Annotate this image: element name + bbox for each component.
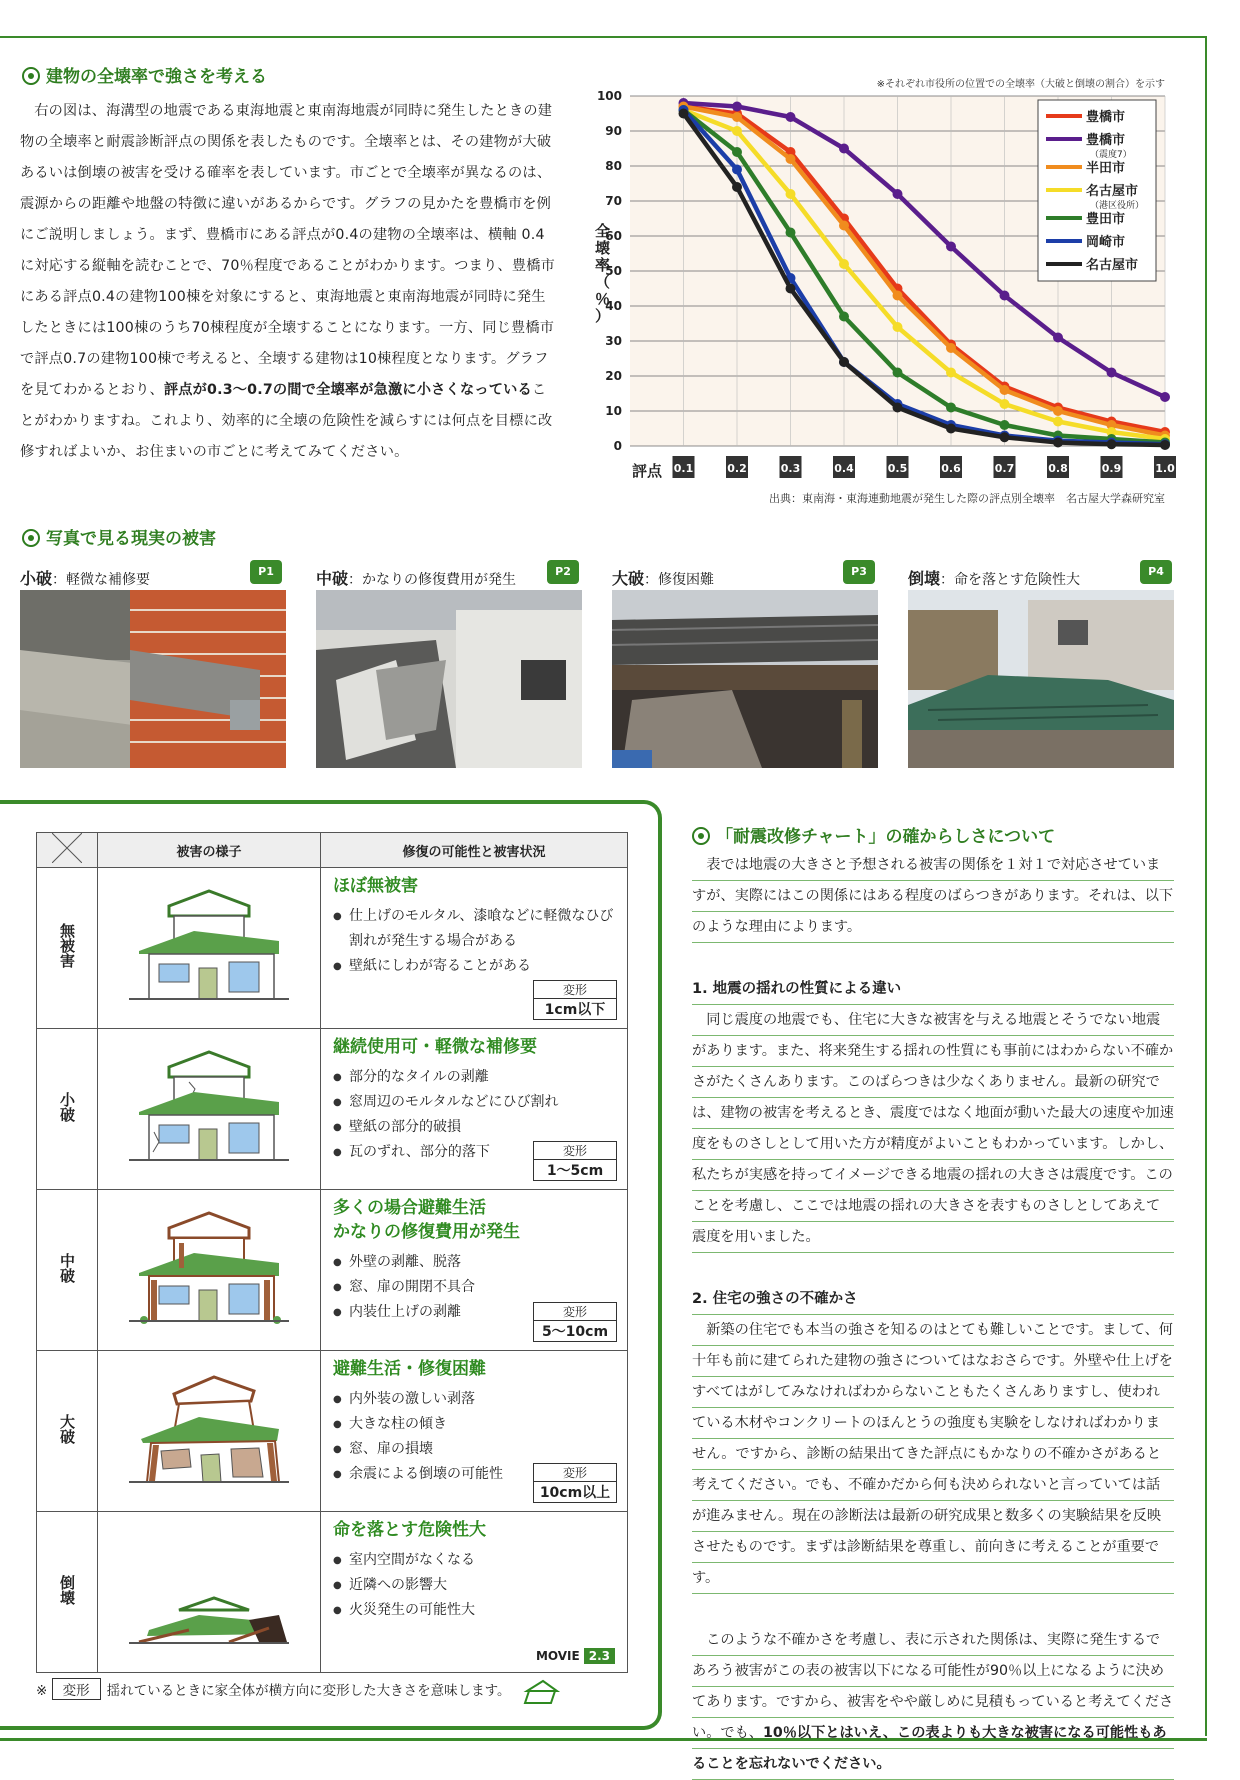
legend-label: 豊橋市 <box>1086 110 1126 125</box>
item-list <box>333 1548 615 1623</box>
series-point <box>1160 392 1170 402</box>
series-point <box>1000 432 1010 442</box>
series-point <box>786 112 796 122</box>
house-illustration-moderate <box>98 1190 321 1351</box>
series-point <box>786 284 796 294</box>
series-point <box>946 368 956 378</box>
series-point <box>839 221 849 231</box>
x-tick-label: 1.0 <box>1155 462 1175 475</box>
top-frame-line <box>0 36 1205 38</box>
house-minor-damage-icon <box>129 1047 289 1167</box>
legend-sublabel: （震度7） <box>1090 150 1132 160</box>
x-tick-label: 0.8 <box>1048 462 1068 475</box>
legend-label: 名古屋市 <box>1086 184 1139 199</box>
level-label-collapse: 倒壊 <box>37 1512 98 1673</box>
list-item: ● 火災発生の可能性大 <box>333 1598 615 1623</box>
row-heading: 命を落とす危険性大 <box>333 1520 486 1540</box>
list-item: ● 外壁の剥離、脱落 <box>333 1250 615 1275</box>
footnote-deform-box: 変形 <box>52 1678 101 1700</box>
series-point <box>679 109 689 119</box>
table-row <box>37 1351 628 1512</box>
legend-label: 岡崎市 <box>1086 235 1126 250</box>
list-item: ● 余震による倒壊の可能性 <box>333 1462 615 1487</box>
photo-house-collapse <box>908 590 1174 768</box>
row-desc-major <box>321 1351 628 1512</box>
item-list <box>333 904 615 979</box>
level-label-major: 大破 <box>37 1351 98 1512</box>
series-point <box>893 189 903 199</box>
list-item: ● 窓、扉の損壊 <box>333 1437 615 1462</box>
series-point <box>732 165 742 175</box>
row-desc-none <box>321 868 628 1029</box>
house-deform-icon <box>521 1677 561 1705</box>
x-tick-label: 0.7 <box>994 462 1015 475</box>
list-item: ● 壁紙の部分的破損 <box>333 1115 615 1140</box>
series-point <box>893 403 903 413</box>
x-tick-label: 0.4 <box>834 462 854 475</box>
bullseye-icon <box>692 827 710 845</box>
series-point <box>1107 368 1117 378</box>
x-tick-label: 0.9 <box>1101 462 1122 475</box>
house-moderate-damage-icon <box>129 1208 289 1328</box>
series-point <box>946 242 956 252</box>
damage-table <box>36 832 628 1673</box>
table-footnote: ※ 変形 揺れているときに家全体が横方向に変形した大きさを意味します。 <box>36 1677 561 1705</box>
photo-label-minor: 小破：軽微な補修要 <box>20 569 151 588</box>
series-point <box>1053 417 1063 427</box>
y-tick-label: 60 <box>605 229 622 243</box>
row-desc-moderate <box>321 1190 628 1351</box>
corner-cross-icon <box>52 833 82 863</box>
list-item: ● 室内空間がなくなる <box>333 1548 615 1573</box>
photo-wall-collapse <box>316 590 582 768</box>
series-point <box>1053 438 1063 448</box>
house-illustration-none <box>98 868 321 1029</box>
reliability-intro: 表では地震の大きさと予想される被害の関係を１対１で対応させていますが、実際にはこの関係にはある程度のばらつきがあります。それは、以下のような理由によります。 <box>692 857 1174 935</box>
subheading-2: 2. 住宅の強さの不確かさ <box>692 1291 858 1307</box>
list-item: ● 大きな柱の傾き <box>333 1412 615 1437</box>
x-tick-label: 0.1 <box>673 462 694 475</box>
y-tick-label: 30 <box>605 334 622 348</box>
row-heading: 避難生活・修復困難 <box>333 1359 486 1379</box>
x-tick-label: 0.6 <box>941 462 961 475</box>
bullseye-icon <box>22 529 40 547</box>
legend-label: 豊橋市 <box>1086 133 1126 148</box>
movie-number-badge: 2.3 <box>584 1648 615 1664</box>
series-point <box>1160 440 1170 450</box>
row-heading: 多くの場合避難生活 かなりの修復費用が発生 <box>333 1198 520 1242</box>
level-label-minor: 小破 <box>37 1029 98 1190</box>
chart-note: ※それぞれ市役所の位置での全壊率（大破と倒壊の割合）を示す <box>876 79 1165 90</box>
list-item: ● 瓦のずれ、部分的落下 <box>333 1140 615 1165</box>
series-point <box>839 312 849 322</box>
series-point <box>893 322 903 332</box>
house-illustration-minor <box>98 1029 321 1190</box>
series-point <box>839 357 849 367</box>
series-point <box>893 291 903 301</box>
subheading-1: 1. 地震の揺れの性質による違い <box>692 981 902 997</box>
series-point <box>839 144 849 154</box>
bullseye-icon <box>22 67 40 85</box>
y-tick-label: 70 <box>605 194 622 208</box>
series-point <box>893 368 903 378</box>
photo-tiled-roof-damage <box>612 590 878 768</box>
legend-sublabel: （港区役所） <box>1090 201 1145 211</box>
row-heading: 継続使用可・軽微な補修要 <box>333 1037 537 1057</box>
x-tick-label: 0.5 <box>887 462 908 475</box>
row-desc-minor <box>321 1029 628 1190</box>
section-title-reliability: 「耐震改修チャート」の確からしさについて <box>692 822 1055 847</box>
section-title-collapse-rate: 建物の全壊率で強さを考える <box>22 62 267 87</box>
list-item: ● 近隣への影響大 <box>333 1573 615 1598</box>
series-point <box>786 228 796 238</box>
series-point <box>786 154 796 164</box>
series-point <box>946 343 956 353</box>
movie-link[interactable]: MOVIE 2.3 <box>536 1648 615 1664</box>
legend-label: 豊田市 <box>1086 212 1126 227</box>
camera-badge-p2: P2 <box>547 560 579 584</box>
level-label-moderate: 中破 <box>37 1190 98 1351</box>
series-point <box>1000 399 1010 409</box>
right-frame-line <box>1205 36 1207 1736</box>
house-illustration-collapse <box>98 1512 321 1673</box>
legend-label: 半田市 <box>1086 161 1126 176</box>
list-item: ● 部分的なタイルの剥離 <box>333 1065 615 1090</box>
series-point <box>1053 406 1063 416</box>
y-tick-label: 90 <box>605 124 622 138</box>
series-point <box>732 126 742 136</box>
house-illustration-major <box>98 1351 321 1512</box>
deform-box: 変形 1cm以下 <box>533 980 617 1020</box>
photo-label-major: 大破：修復困難 <box>612 569 715 588</box>
chart-legend <box>1038 100 1156 281</box>
list-item: ● 内装仕上げの剥離 <box>333 1300 615 1325</box>
table-header-row <box>37 833 628 868</box>
series-point <box>786 189 796 199</box>
series-point <box>1053 333 1063 343</box>
chart-x-label: 評点 <box>632 462 663 480</box>
series-point <box>732 112 742 122</box>
intro-paragraph: 右の図は、海溝型の地震である東海地震と東南海地震が同時に発生したときの建物の全壊率と耐震診断評点の関係を表したものです。全壊率とは、その建物が大破あるいは倒壊の被害を受ける確率を表しています。市ごとで全壊率が異なるのは、震源からの距離や地盤の特徴に違いがあるからです。グラフの見かたを豊橋市を例にご説明しましょう。まず、豊橋市にある評点が0.4の建物の全壊率は、横軸 0.4 に対応する縦軸を読むことで、70％程度であることがわかります。つまり、豊橋市にある評点0.4の建物100棟を対象にすると、東海地震と東南海地震が同時に発生したときには100棟のうち70棟程度が全壊することになります。一方、同じ豊橋市で評点0.7の建物100棟で考えると、全壊する建物は10棟程度となります。グラフを見てわかるとおり、評点が0.3～0.7の間で全壊率が急激に小さくなっていることがわかりますね。これより、効率的に全壊の危険性を減らすには何点を目標に改修すればよいか、お住まいの市ごとに考えてみてください。 <box>20 103 555 460</box>
series-point <box>732 182 742 192</box>
list-item: ● 仕上げのモルタル、漆喰などに軽微なひび割れが発生する場合がある <box>333 904 615 954</box>
list-item: ● 窓、扉の開閉不具合 <box>333 1275 615 1300</box>
legend-label: 名古屋市 <box>1086 258 1139 273</box>
photo-label-moderate: 中破：かなりの修復費用が発生 <box>316 569 517 588</box>
paragraph-3: このような不確かさを考慮し、表に示された関係は、実際に発生するであろう被害がこの表の被害以下になる可能性が90％以上になるように決めてあります。ですから、被害をやや厳しめに見積もっていると考えてください。でも、10％以下とはいえ、この表よりも大きな被害になる可能性もあることを忘れないでください。 <box>692 1632 1174 1772</box>
y-tick-label: 100 <box>596 89 622 103</box>
series-point <box>1000 385 1010 395</box>
photo-label-collapse: 倒壊：命を落とす危険性大 <box>908 569 1081 588</box>
table-row <box>37 868 628 1029</box>
row-heading: ほぼ無被害 <box>333 876 418 896</box>
camera-badge-p1: P1 <box>250 560 282 584</box>
series-point <box>1107 439 1117 449</box>
list-item: ● 壁紙にしわが寄ることがある <box>333 954 615 979</box>
section-title-photos: 写真で見る現実の被害 <box>22 524 216 549</box>
series-point <box>1000 420 1010 430</box>
chart-source: 出典：東南海・東海連動地震が発生した際の評点別全壊率 名古屋大学森研究室 <box>769 492 1165 505</box>
deform-box: 変形 10cm以上 <box>533 1463 617 1503</box>
y-tick-label: 50 <box>605 264 622 278</box>
y-tick-label: 20 <box>605 369 622 383</box>
chart-y-label: 全壊率（％） <box>595 222 611 325</box>
photo-brick-wall-damage <box>20 590 286 768</box>
list-item: ● 窓周辺のモルタルなどにひび割れ <box>333 1090 615 1115</box>
house-collapsed-icon <box>129 1530 289 1650</box>
camera-badge-p4: P4 <box>1140 560 1172 584</box>
series-point <box>946 403 956 413</box>
table-row <box>37 1029 628 1190</box>
table-corner-cell <box>37 833 98 868</box>
paragraph-1: 同じ震度の地震でも、住宅に大きな被害を与える地震とそうでない地震があります。また、将来発生する揺れの性質にも事前にはわからない不確かさがたくさんあります。このばらつきは少なくありません。最新の研究では、建物の被害を考えるとき、震度ではなく地面が動いた最大の速度や加速度をものさしとして用いた方が精度がよいこともわかっています。しかし、私たちが実感を持ってイメージできる地震の揺れの大きさは震度です。このことを考慮し、ここでは地震の揺れの大きさを表すものさしとしてあえて震度を用いました。 <box>692 1012 1174 1245</box>
deform-box: 変形 5～10cm <box>533 1302 617 1342</box>
paragraph-2: 新築の住宅でも本当の強さを知るのはとても難しいことです。まして、何十年も前に建てられた建物の強さについてはなおさらです。外壁や仕上げをすべてはがしてみなければわからないこともたくさんありますし、使われている木材やコンクリートのほんとうの強度も実験をしなければわかりません。ですから、診断の結果出てきた評点にもかなりの不確かさがあると考えてください。でも、不確かだから何も決められないと言っていては話が進みません。現在の診断法は最新の研究成果と数多くの実験結果を反映させたものです。まずは診断結果を尊重し、前向きに考えることが重要です。 <box>692 1322 1173 1586</box>
x-tick-label: 0.2 <box>727 462 747 475</box>
reliability-text <box>692 850 1174 1780</box>
table-row <box>37 1190 628 1351</box>
series-point <box>839 259 849 269</box>
table-row <box>37 1512 628 1673</box>
collapse-rate-chart <box>580 78 1180 510</box>
house-major-damage-icon <box>129 1369 289 1489</box>
col-header-appearance: 被害の様子 <box>98 833 321 868</box>
col-header-repair: 修復の可能性と被害状況 <box>321 833 628 868</box>
series-point <box>1000 291 1010 301</box>
deform-box: 変形 1～5cm <box>533 1141 617 1181</box>
x-tick-label: 0.3 <box>780 462 801 475</box>
series-point <box>946 424 956 434</box>
list-item: ● 内外装の激しい剥落 <box>333 1387 615 1412</box>
y-tick-label: 10 <box>605 404 622 418</box>
series-point <box>732 147 742 157</box>
series-point <box>732 102 742 112</box>
chart-x-ticks <box>673 456 1177 478</box>
y-tick-label: 0 <box>613 439 622 453</box>
y-tick-label: 40 <box>605 299 622 313</box>
house-intact-icon <box>129 886 289 1006</box>
level-label-none: 無被害 <box>37 868 98 1029</box>
y-tick-label: 80 <box>605 159 622 173</box>
camera-badge-p3: P3 <box>843 560 875 584</box>
row-desc-collapse <box>321 1512 628 1673</box>
